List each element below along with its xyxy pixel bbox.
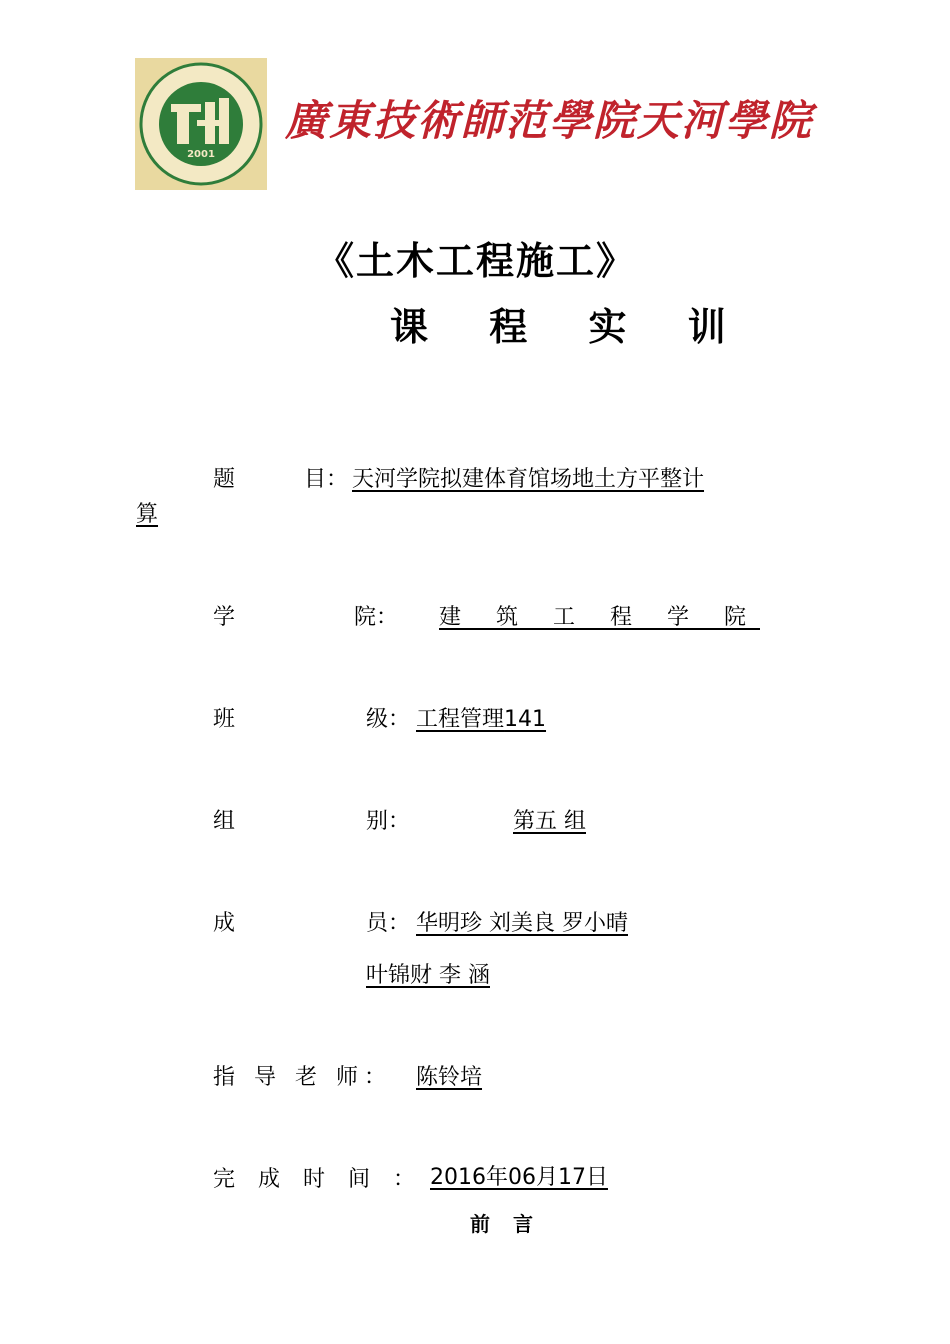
topic-value-line1: 天河学院拟建体育馆场地土方平整计 — [352, 467, 705, 492]
group-label-b: 别： — [366, 809, 411, 834]
topic-label-b: 目： — [304, 467, 349, 492]
members-value-line2: 叶锦财 李 涵 — [366, 963, 490, 988]
members-label-b: 员： — [366, 911, 411, 936]
college-label-a: 学 — [213, 605, 236, 630]
course-title: 《土木工程施工》 — [316, 239, 637, 283]
date-label: 完 成 时 间 ： — [213, 1167, 423, 1192]
svg-text:2001: 2001 — [187, 149, 215, 160]
class-label-b: 级： — [366, 707, 411, 732]
topic-label-a: 题 — [213, 467, 236, 492]
topic-value-line2: 算 — [136, 502, 159, 527]
class-value: 工程管理141 — [416, 707, 547, 732]
advisor-value: 陈铃培 — [416, 1065, 483, 1090]
class-label-a: 班 — [213, 707, 236, 732]
members-label-a: 成 — [213, 911, 236, 936]
group-value: 第五 组 — [513, 809, 586, 834]
date-value: 2016年06月17日 — [430, 1165, 608, 1190]
school-name: 廣東技術師范學院天河學院 — [285, 96, 814, 145]
advisor-label: 指 导 老 师： — [213, 1065, 392, 1090]
group-label-a: 组 — [213, 809, 236, 834]
college-logo — [135, 58, 267, 190]
preface-heading: 前 言 — [470, 1212, 541, 1236]
course-subtitle: 课 程 实 训 — [390, 305, 750, 349]
college-seal-icon — [135, 58, 267, 190]
college-value: 建 筑 工 程 学 院 — [439, 605, 760, 630]
members-value-line1: 华明珍 刘美良 罗小晴 — [416, 911, 628, 936]
college-label-b: 院： — [354, 605, 399, 630]
